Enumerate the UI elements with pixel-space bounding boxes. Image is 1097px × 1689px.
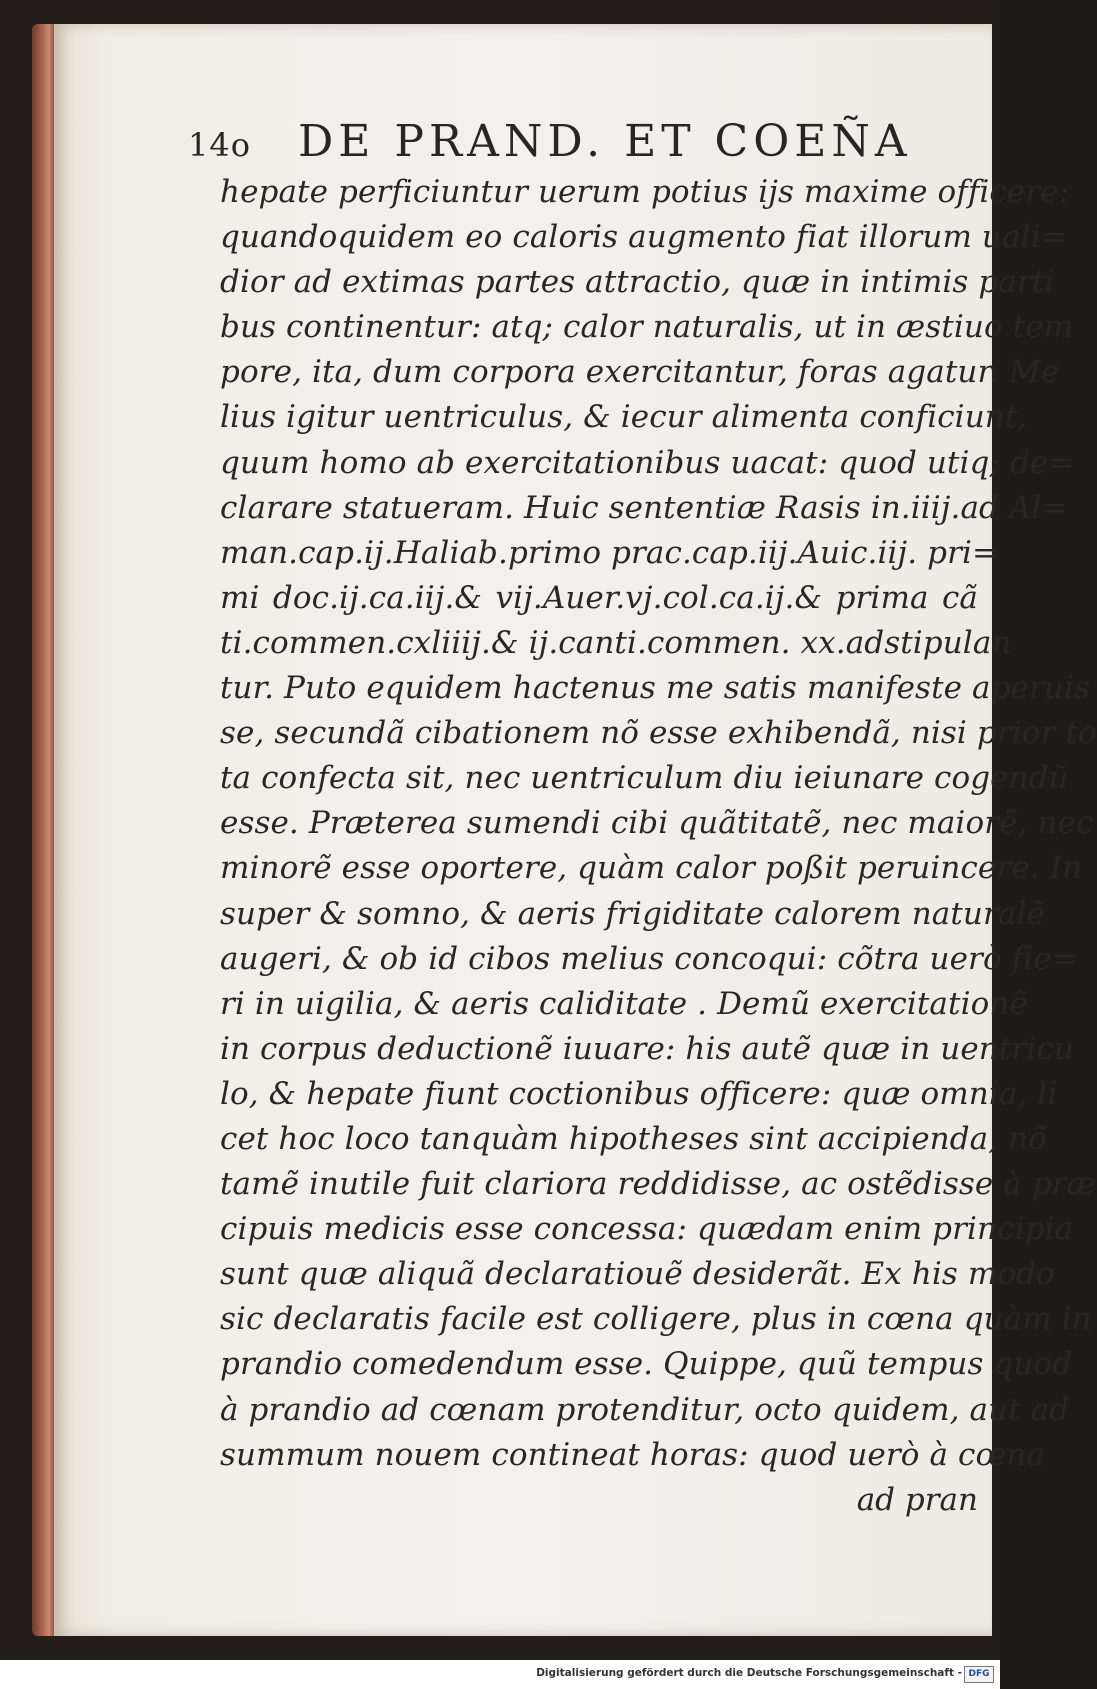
text-line: augeri, & ob id cibos melius concoqui: cõtra uerò fie= <box>220 940 1078 977</box>
catchword: ad pran <box>856 1481 978 1518</box>
book-fore-edge <box>32 24 56 1636</box>
text-line: lius igitur uentriculus, & iecur alimenta conficiunt, <box>220 399 1028 436</box>
text-line: tur. Puto equidem hactenus me satis manifeste aperuis <box>220 670 1090 707</box>
text-line: quum homo ab exercitationibus uacat: quod utiq; de= <box>220 444 1075 481</box>
dfg-logo: DFG <box>964 1666 994 1683</box>
page-number: 14o <box>188 126 251 164</box>
text-line: ta confecta sit, nec uentriculum diu ieiunare cogendũ <box>220 760 1069 797</box>
text-line: se, secundã cibationem nõ esse exhibendã, nisi prior to <box>220 715 1097 752</box>
text-line: pore, ita, dum corpora exercitantur, foras agatur. Me <box>220 354 1060 391</box>
text-line: prandio comedendum esse. Quippe, quũ tempus quod <box>220 1346 1073 1383</box>
text-line: esse. Præterea sumendi cibi quãtitatẽ, nec maiorẽ, nec <box>220 805 1094 842</box>
text-line: à prandio ad cœnam protenditur, octo quidem, aut ad <box>220 1391 1070 1428</box>
text-line: sic declaratis facile est colligere, plus in cœna quàm in <box>220 1301 1092 1338</box>
text-line: lo, & hepate fiunt coctionibus officere: quæ omnia, li <box>220 1075 1058 1112</box>
text-line: dior ad extimas partes attractio, quæ in intimis parti <box>220 264 1055 301</box>
text-line: ti.commen.cxliiij.& ij.canti.commen. xx.adstipulan <box>220 624 1012 661</box>
running-head <box>188 112 912 168</box>
text-line: clarare statueram. Huic sententiæ Rasis in.iiij.ad Al= <box>220 489 1068 526</box>
text-line: super & somno, & aeris frigiditate calorem naturalẽ <box>220 895 1045 932</box>
body-text <box>220 170 1097 1523</box>
text-line: bus continentur: atq; calor naturalis, ut in æstiuo tem <box>220 309 1074 346</box>
text-line: quandoquidem eo caloris augmento fiat illorum uali= <box>220 219 1067 256</box>
running-title: DE PRAND. ET COEÑA <box>298 116 912 167</box>
text-line: minorẽ esse oportere, quàm calor poßit peruincere. In <box>220 850 1083 887</box>
footer-bar <box>0 1660 1000 1689</box>
text-line: hepate perficiuntur uerum potius ijs maxime officere: <box>220 174 1070 210</box>
text-line: tamẽ inutile fuit clariora reddidisse, ac ostẽdisse à præ <box>220 1166 1096 1203</box>
text-line: in corpus deductionẽ iuuare: his autẽ quæ in uentricu <box>220 1030 1074 1067</box>
digitization-credit: Digitalisierung gefördert durch die Deutsche Forschungsgemeinschaft - <box>536 1667 962 1679</box>
text-line: mi doc.ij.ca.iij.& vij.Auer.vj.col.ca.ij.& prima cã <box>220 579 978 616</box>
text-line: cipuis medicis esse concessa: quædam enim principia <box>220 1211 1074 1248</box>
text-line: sunt quæ aliquã declaratiouẽ desiderãt. Ex his modo <box>220 1256 1055 1293</box>
text-line: summum nouem contineat horas: quod uerò à cœna <box>220 1436 1045 1473</box>
text-line: man.cap.ij.Haliab.primo prac.cap.iij.Auic.iij. pri= <box>220 534 999 571</box>
text-line: cet hoc loco tanquàm hipotheses sint accipienda, nõ <box>220 1120 1047 1157</box>
text-line: ri in uigilia, & aeris caliditate . Demũ exercitationẽ <box>220 985 1028 1022</box>
